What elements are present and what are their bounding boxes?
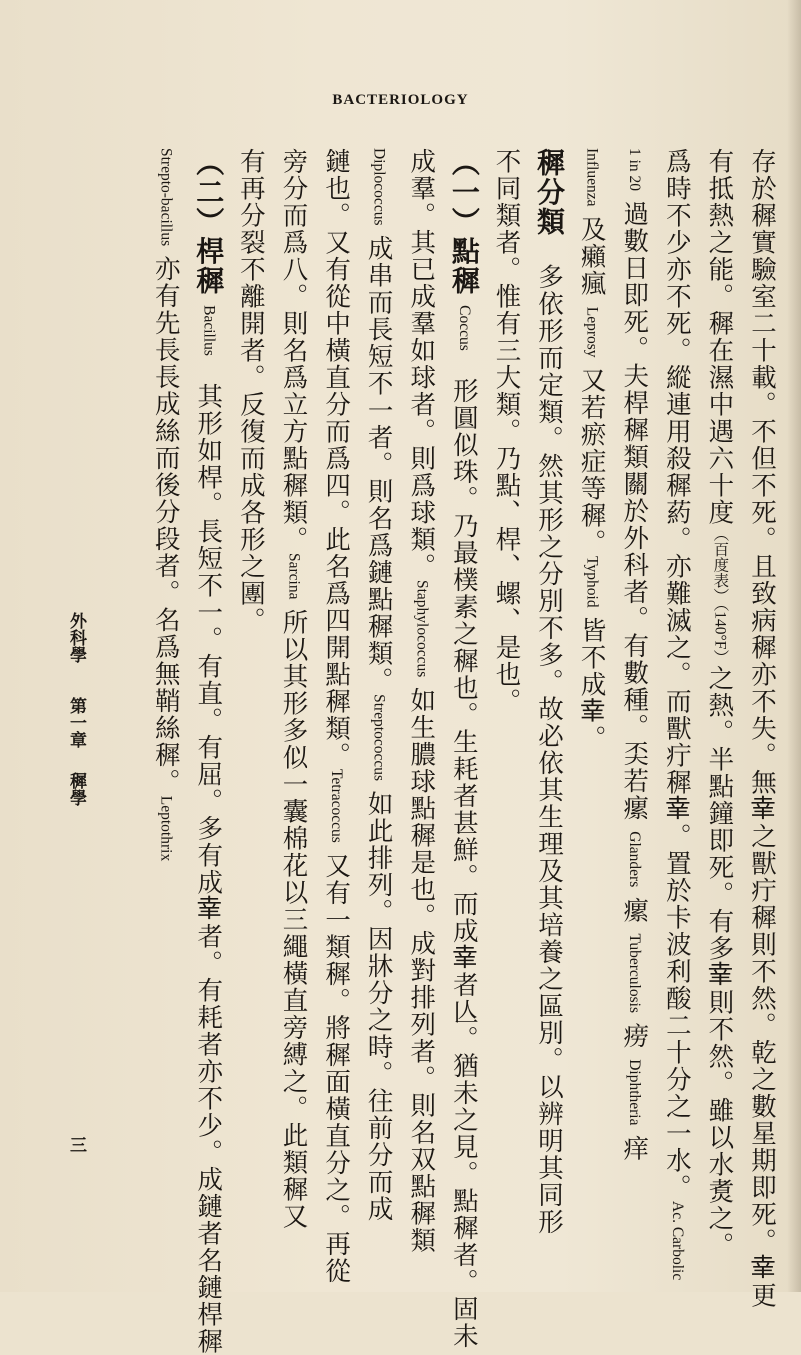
footer-chapter: 第一章 xyxy=(66,697,86,748)
text-column xyxy=(357,148,400,1228)
latin-term: Diplococcus xyxy=(370,148,388,226)
latin-term: Typhoid xyxy=(583,556,601,608)
latin-term: Streptococcus xyxy=(370,694,388,782)
text-run: 其形如桿。長短不一。有直。有屈。多有成𦍒者。有耗者亦不少。成鏈者名鏈桿穉 xyxy=(193,355,224,1355)
latin-term: Diphtheria xyxy=(626,1059,644,1126)
text-column xyxy=(570,148,613,1228)
text-column xyxy=(740,148,783,1309)
latin-term: （百度表）（140°F） xyxy=(711,526,729,665)
text-run xyxy=(449,296,479,306)
text-run: 旁分而爲八。則名爲立方點穉類。 xyxy=(278,148,309,553)
text-run: 有抵熱之能。穉在濕中遇六十度 xyxy=(704,148,735,526)
text-column xyxy=(400,148,443,1254)
section-heading: （二）桿穉 xyxy=(192,148,226,296)
text-column xyxy=(655,148,698,1281)
running-head: BACTERIOLOGY xyxy=(332,92,469,108)
text-run: 痨 xyxy=(619,1012,650,1060)
text-column xyxy=(144,148,187,1228)
text-run: 瘰 xyxy=(619,887,650,934)
text-run: 成羣。其已成羣如球者。則爲球類。 xyxy=(406,148,437,580)
text-run: 形圓似珠。乃最樸素之穉也。生耗者甚鮮。而成𦍒者亾。猶未之見。點穉者。固未 xyxy=(448,350,479,1350)
text-run: 存於穉實驗室二十載。不但不死。且致病穉亦不失。無𦍒之獸疔穉則不然。乾之數星期即死。𦍒更 xyxy=(747,148,777,1309)
text-run xyxy=(193,296,223,306)
page-footer xyxy=(64,612,89,1212)
text-column xyxy=(442,148,485,1350)
text-run: 又有一類穉。將穉面橫直分之。再從 xyxy=(321,842,352,1285)
latin-term: Staphylococcus xyxy=(413,580,431,678)
text-run: 亦有先長長成絲而後分段者。名爲無鞘絲穉。 xyxy=(150,246,181,796)
text-run: 鏈也。又有從中橫直分而爲四。此名爲四開點穉類。 xyxy=(321,148,352,769)
text-column xyxy=(187,148,230,1355)
spine-shadow xyxy=(787,0,801,1292)
page-number: 三 xyxy=(66,1136,86,1153)
text-run: 有再分裂不離開者。反復而成各形之團。 xyxy=(235,148,266,634)
footer-section: 穉學 xyxy=(66,772,86,806)
body-text xyxy=(144,148,783,1355)
latin-term: Tetracoccus xyxy=(328,769,346,843)
latin-term: Influenza xyxy=(583,148,601,207)
section-heading: 穉分類 xyxy=(533,148,567,237)
text-column xyxy=(613,148,656,1228)
latin-term: Bacillus xyxy=(200,305,218,356)
latin-term: Strepto-bacillus xyxy=(157,148,175,247)
section-heading: （一）點穉 xyxy=(447,148,481,296)
text-run: 所以其形多似一囊棉花以三繩橫直旁縛之。此類穉又 xyxy=(278,599,309,1231)
latin-term: Leptothrix xyxy=(157,795,175,862)
latin-term: 1 in 20 xyxy=(626,148,644,192)
text-run: 痒 xyxy=(619,1125,650,1163)
latin-term: Leprosy xyxy=(583,306,601,358)
text-run: 之熱。半點鐘即死。有多𦍒則不然。雖以水煑之。 xyxy=(704,664,735,1259)
text-column xyxy=(698,148,741,1259)
text-run: 不同類者。惟有三大類。乃點、桿、螺、是也。 xyxy=(491,148,522,715)
text-column xyxy=(314,148,357,1285)
text-run: 成串而長短不一者。則名爲鏈點穉類。 xyxy=(363,225,394,695)
text-run: 如此排列。因牀分之時。往前分而成 xyxy=(363,781,394,1223)
text-column xyxy=(527,148,570,1236)
latin-term: Sarcina xyxy=(285,553,303,600)
text-run: 及癩瘋 xyxy=(576,206,607,307)
text-run: 爲時不少亦不死。縱連用殺穉葯。亦難滅之。而獸疔穉𦍒。置於卡波利酸二十分之一水。 xyxy=(661,148,692,1201)
text-run: 多依形而定類。然其形之分別不多。故必依其生理及其培養之區別。以辨明其同形 xyxy=(534,236,565,1236)
latin-term: Tuberculosis xyxy=(626,933,644,1013)
text-column xyxy=(272,148,315,1231)
latin-term: Ac. Carbolic xyxy=(668,1201,686,1281)
text-run: 又若瘀症等穉。 xyxy=(576,357,607,557)
latin-term: Coccus xyxy=(455,305,473,351)
text-column xyxy=(485,148,528,1228)
latin-term: Glanders xyxy=(626,831,644,888)
footer-book-title: 外科學 xyxy=(66,612,86,663)
text-run: 皆不成𦍒。 xyxy=(576,607,607,753)
text-column xyxy=(229,148,272,1228)
text-run: 過數日即死。夫桿穉類關於外科者。有數種。奀若瘰 xyxy=(619,191,650,832)
text-run: 如生膿球點穉是也。成對排列者。則名双點穉類 xyxy=(406,677,437,1254)
